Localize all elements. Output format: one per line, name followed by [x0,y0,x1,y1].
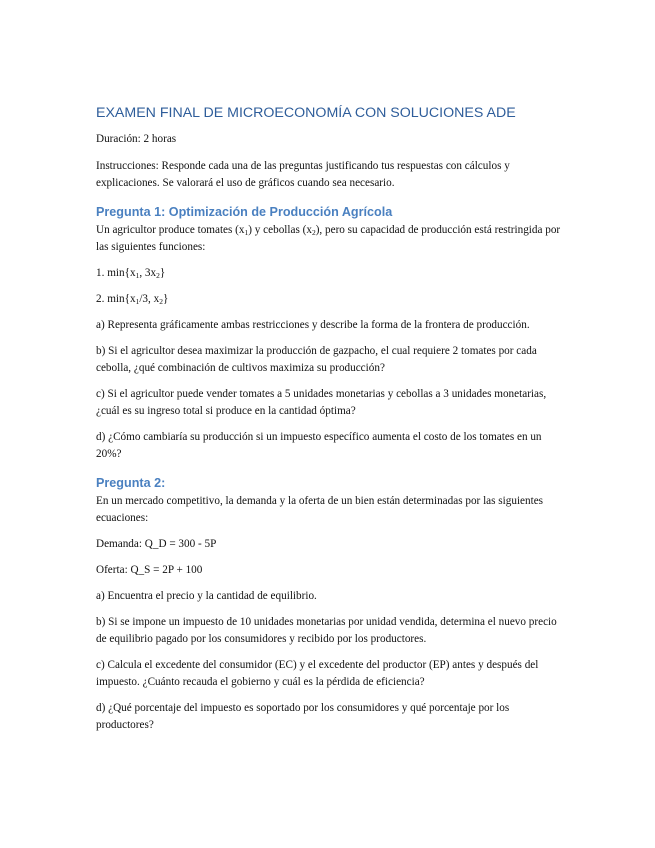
document-content [96,104,566,743]
question-1-constraint-1: 1. $\min\{x_1$, $3x_2$} [96,267,166,280]
question-1-part-d: d) ¿Cómo cambiaría su producción si un impuesto específico aumenta el costo de los tomates en un 20%? [96,431,542,460]
question-1-part-c: c) Si el agricultor puede vender tomates a 5 unidades monetarias y cebollas a 3 unidades monetarias, ¿cuál es su ingreso total si produce en la cantidad óptima? [96,388,547,417]
question-2-part-d: d) ¿Qué porcentaje del impuesto es soportado por los consumidores y qué porcentaje por los productores? [96,702,510,731]
question-2-part-c: c) Calcula el excedente del consumidor (EC) y el excedente del productor (EP) antes y después del impuesto. ¿Cuánto recauda el gobierno y cuál es la pérdida de eficiencia? [96,659,539,688]
question-2-part-b: b) Si se impone un impuesto de 10 unidades monetarias por unidad vendida, determina el nuevo precio de equilibrio pagado por los consumidores y recibido por los productores. [96,616,557,645]
question-2-heading: Pregunta 2: [96,476,166,490]
question-1-constraint-2: 2. $\min\{x_1/3$, $x_2$} [96,293,169,306]
question-1-heading: Pregunta 1: Optimización de Producción Agrícola [96,205,393,219]
exam-duration: Duración: 2 horas [96,133,177,145]
question-2-intro: En un mercado competitivo, la demanda y la oferta de un bien están determinadas por las siguientes ecuaciones: [96,495,544,524]
exam-instructions: Instrucciones: Responde cada una de las preguntas justificando tus respuestas con cálculos y explicaciones. Se valorará el uso de gráficos cuando sea necesario. [96,160,510,189]
question-2-supply-equation: Oferta: Q_S = 2P + 100 [96,564,203,576]
question-1-intro: Un agricultor produce tomates $(x_1)$ y cebollas $(x_2)$, pero su capacidad de producción está restringida por las siguientes funciones: [96,224,561,253]
question-1-part-b: b) Si el agricultor desea maximizar la producción de gazpacho, el cual requiere 2 tomates por cada cebolla, ¿qué combinación de cultivos maximiza su producción? [96,345,537,374]
question-2-demand-equation: Demanda: Q_D = 300 - 5P [96,538,217,550]
question-2-part-a: a) Encuentra el precio y la cantidad de equilibrio. [96,590,317,602]
question-1-part-a: a) Representa gráficamente ambas restricciones y describe la forma de la frontera de producción. [96,319,530,331]
exam-title: EXAMEN FINAL DE MICROECONOMÍA CON SOLUCIONES ADE [96,105,516,121]
